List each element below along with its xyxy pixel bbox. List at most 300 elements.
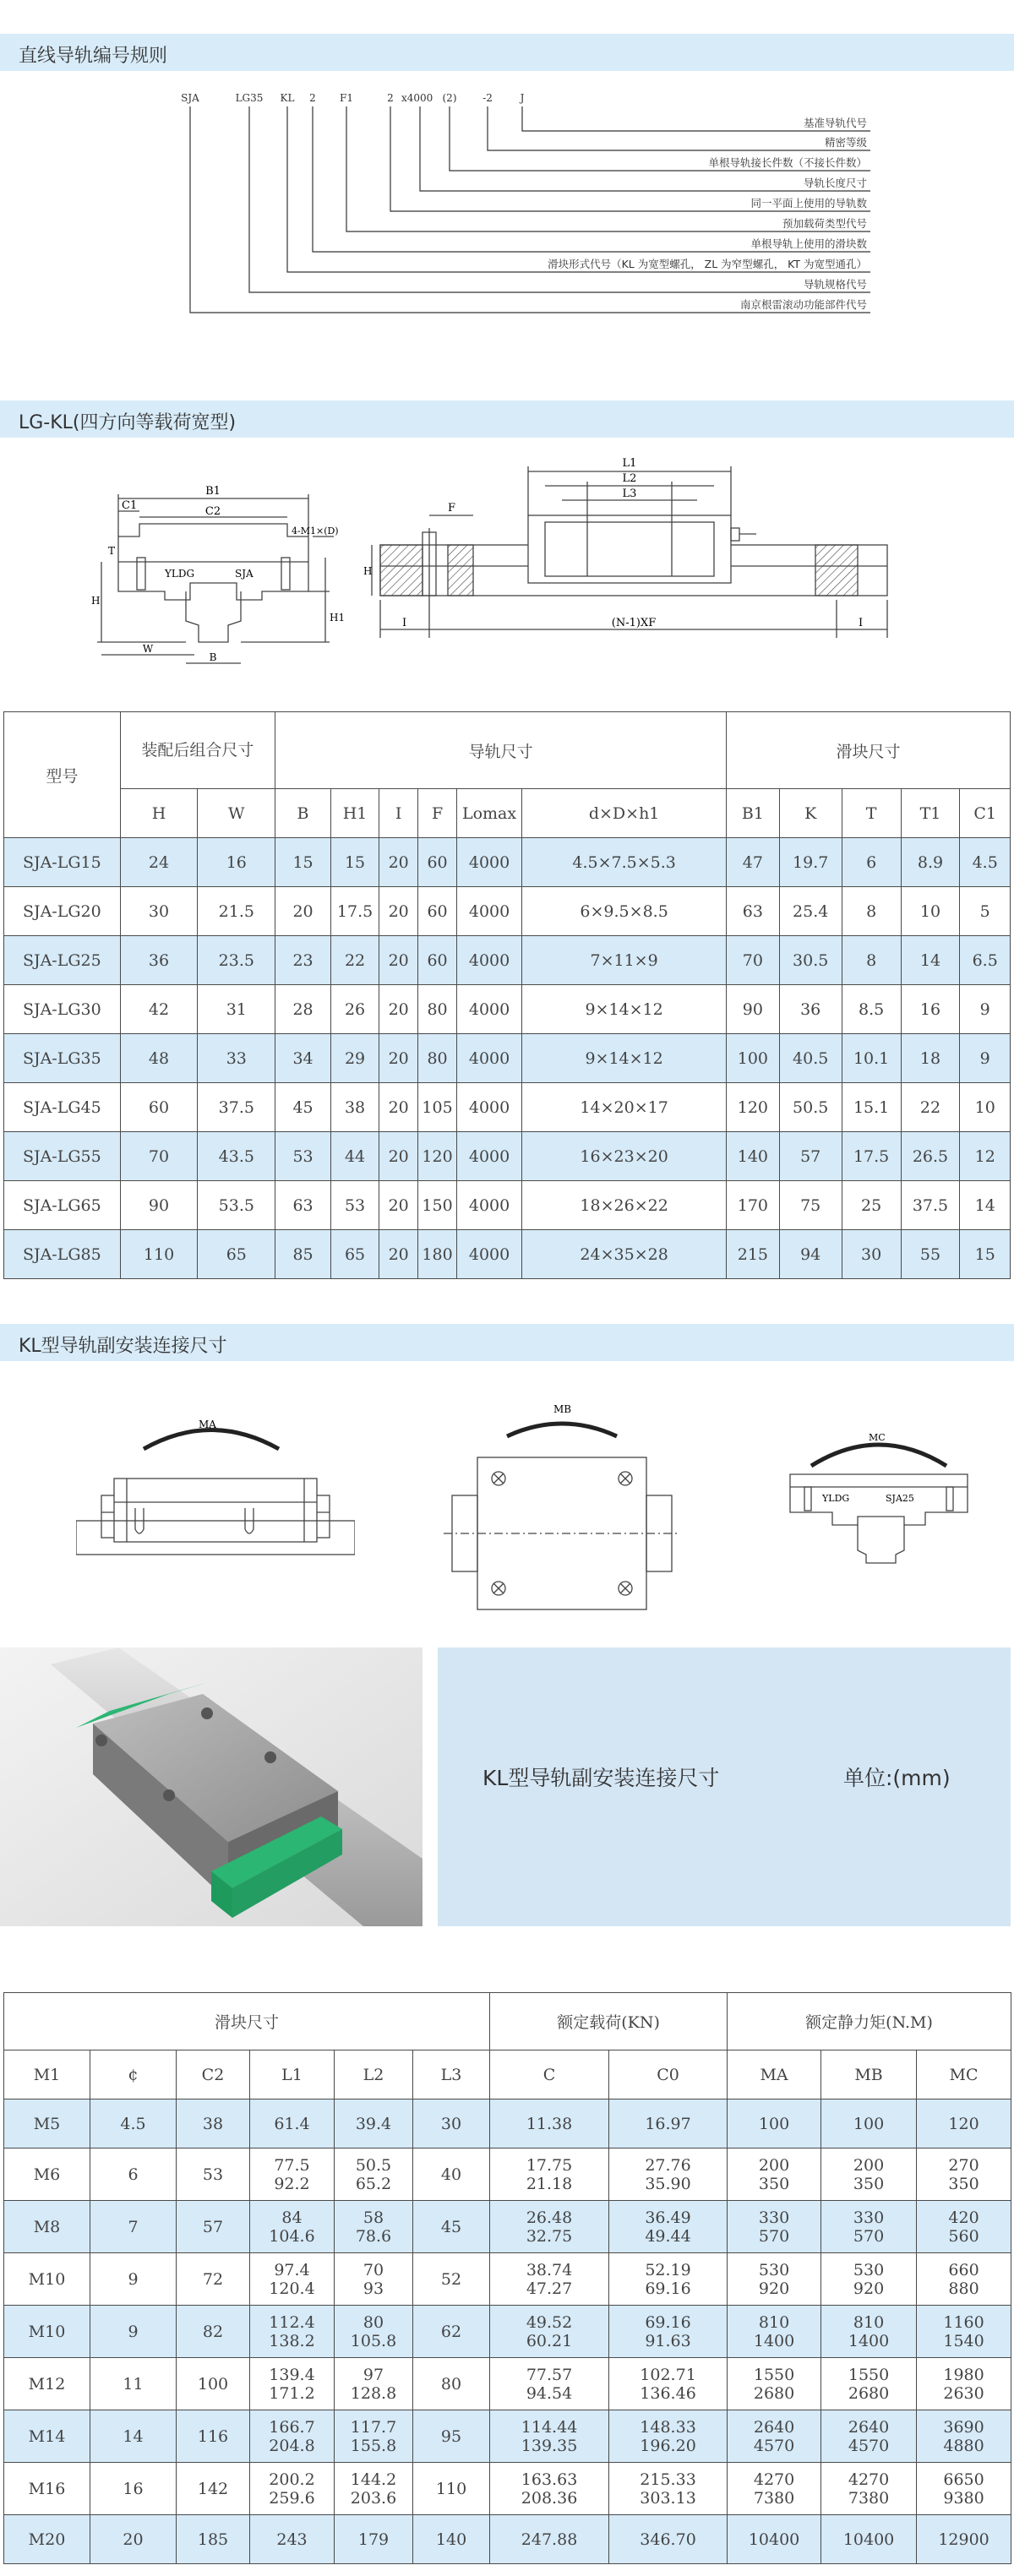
table-cell: 20 — [379, 838, 418, 887]
column-header: T — [842, 789, 901, 838]
dim-l1: L1 — [622, 457, 637, 470]
table-cell: 53 — [275, 1132, 331, 1181]
table-cell: 26 — [330, 985, 379, 1034]
table-cell: 15 — [275, 838, 331, 887]
table-cell: 62 — [413, 2306, 490, 2358]
table-cell: 45 — [413, 2201, 490, 2253]
header-rail: 导轨尺寸 — [275, 712, 727, 789]
table-cell: 2640 4570 — [728, 2410, 821, 2463]
table-cell: 530 920 — [821, 2253, 917, 2306]
table-row — [4, 2515, 1011, 2564]
dim-bolt: 4-M1×(D) — [292, 526, 339, 536]
dim-b1: B1 — [205, 485, 221, 498]
table-cell: 21.5 — [198, 887, 275, 936]
column-header: C1 — [960, 789, 1011, 838]
dim-h1: H1 — [330, 612, 346, 624]
table-cell: 810 1400 — [728, 2306, 821, 2358]
column-header: B1 — [727, 789, 780, 838]
caption-panel — [438, 1647, 1011, 1926]
table-cell: 1160 1540 — [917, 2306, 1011, 2358]
table-cell: 77.57 94.54 — [490, 2358, 609, 2410]
table-cell: 15.1 — [842, 1083, 901, 1132]
section-title: KL型导轨副安装连接尺寸 — [19, 1336, 227, 1357]
table-cell: 20 — [379, 1083, 418, 1132]
table-cell: 215.33 303.13 — [609, 2463, 728, 2515]
table-row — [4, 838, 1011, 887]
table-cell: M6 — [4, 2148, 90, 2201]
column-header: C — [490, 2050, 609, 2099]
table-cell: 8.9 — [901, 838, 960, 887]
table-cell: 100 — [728, 2099, 821, 2148]
table-cell: 16.97 — [609, 2099, 728, 2148]
table-cell: 4000 — [456, 1132, 521, 1181]
table-cell: 31 — [198, 985, 275, 1034]
code-part: LG35 — [235, 92, 264, 104]
column-header: I — [379, 789, 418, 838]
column-header: d×D×h1 — [522, 789, 727, 838]
cross-section-drawing — [68, 473, 372, 667]
table-cell: 28 — [275, 985, 331, 1034]
table-cell: 200 350 — [821, 2148, 917, 2201]
column-header: W — [198, 789, 275, 838]
table-cell: 97.4 120.4 — [250, 2253, 335, 2306]
column-header: MB — [821, 2050, 917, 2099]
table-cell: 4000 — [456, 1034, 521, 1083]
table-row — [4, 1034, 1011, 1083]
table-cell: 43.5 — [198, 1132, 275, 1181]
table-cell: 57 — [177, 2201, 250, 2253]
table-row — [4, 2410, 1011, 2463]
table-cell: 140 — [727, 1132, 780, 1181]
table-cell: 6.5 — [960, 936, 1011, 985]
table-cell: 60 — [418, 936, 457, 985]
table-cell: 63 — [727, 887, 780, 936]
table-cell: 94 — [779, 1230, 842, 1279]
table-cell: 42 — [120, 985, 198, 1034]
model-cell: SJA-LG25 — [4, 936, 121, 985]
table-cell: 22 — [901, 1083, 960, 1132]
table-cell: 163.63 208.36 — [490, 2463, 609, 2515]
table-cell: 17.5 — [842, 1132, 901, 1181]
table-cell: 8 — [842, 936, 901, 985]
table-cell: 4.5 — [90, 2099, 177, 2148]
table-cell: 6×9.5×8.5 — [522, 887, 727, 936]
table-cell: 60 — [418, 887, 457, 936]
table-cell: 4000 — [456, 936, 521, 985]
legend-label: 基准导轨代号 — [803, 117, 867, 129]
table-cell: 20 — [379, 985, 418, 1034]
table-cell: 5 — [960, 887, 1011, 936]
column-header: MC — [917, 2050, 1011, 2099]
table-cell: 9×14×12 — [522, 1034, 727, 1083]
table-cell: 16 — [198, 838, 275, 887]
table-cell: 100 — [821, 2099, 917, 2148]
table-cell: 24 — [120, 838, 198, 887]
brand-label-left: YLDG — [165, 568, 195, 580]
table-cell: 170 — [727, 1181, 780, 1230]
table-cell: 810 1400 — [821, 2306, 917, 2358]
table-cell: 4.5 — [960, 838, 1011, 887]
table-cell: 14 — [90, 2410, 177, 2463]
moment-ma-drawing — [76, 1402, 355, 1571]
table-cell: 20 — [379, 1230, 418, 1279]
table-cell: 85 — [275, 1230, 331, 1279]
code-part: (2) — [442, 92, 457, 104]
header-rated-load: 额定载荷(KN) — [490, 1993, 728, 2050]
table-cell: 120 — [917, 2099, 1011, 2148]
dim-span: (N-1)XF — [611, 617, 657, 629]
code-part: J — [520, 92, 525, 104]
table-cell: M12 — [4, 2358, 90, 2410]
table-cell: 58 78.6 — [335, 2201, 413, 2253]
load-moment-table — [3, 1992, 1011, 2564]
table-cell: 25.4 — [779, 887, 842, 936]
table-cell: 1550 2680 — [728, 2358, 821, 2410]
table-cell: 20 — [379, 936, 418, 985]
table-cell: 140 — [413, 2515, 490, 2564]
legend-label: 单根导轨上使用的滑块数 — [750, 237, 867, 250]
table-cell: 37.5 — [198, 1083, 275, 1132]
table-cell: 16 — [901, 985, 960, 1034]
dim-f: F — [448, 502, 456, 515]
model-cell: SJA-LG55 — [4, 1132, 121, 1181]
table-cell: 200.2 259.6 — [250, 2463, 335, 2515]
rail-spec-table — [3, 711, 1011, 1279]
table-cell: 20 — [379, 1181, 418, 1230]
code-part: x4000 — [401, 92, 433, 104]
table-cell: 1550 2680 — [821, 2358, 917, 2410]
table-cell: 12 — [960, 1132, 1011, 1181]
table-cell: 11 — [90, 2358, 177, 2410]
column-header: L2 — [335, 2050, 413, 2099]
table-cell: 420 560 — [917, 2201, 1011, 2253]
table-row — [4, 2148, 1011, 2201]
table-cell: 6650 9380 — [917, 2463, 1011, 2515]
model-cell: SJA-LG15 — [4, 838, 121, 887]
table-cell: 27.76 35.90 — [609, 2148, 728, 2201]
table-cell: 4.5×7.5×5.3 — [522, 838, 727, 887]
table-cell: 23 — [275, 936, 331, 985]
table-cell: 65 — [330, 1230, 379, 1279]
section-header-lgkl — [0, 400, 1014, 438]
table-cell: 36 — [120, 936, 198, 985]
table-cell: 53.5 — [198, 1181, 275, 1230]
column-header: H — [120, 789, 198, 838]
column-header: F — [418, 789, 457, 838]
table-cell: 72 — [177, 2253, 250, 2306]
table-cell: 15 — [960, 1230, 1011, 1279]
model-cell: SJA-LG65 — [4, 1181, 121, 1230]
table-cell: 20 — [275, 887, 331, 936]
table-cell: 39.4 — [335, 2099, 413, 2148]
table-cell: 346.70 — [609, 2515, 728, 2564]
table-cell: 33 — [198, 1034, 275, 1083]
column-header: ¢ — [90, 2050, 177, 2099]
table-row — [4, 2358, 1011, 2410]
column-header: C0 — [609, 2050, 728, 2099]
table-cell: 9 — [960, 985, 1011, 1034]
table-cell: 215 — [727, 1230, 780, 1279]
table-cell: 1980 2630 — [917, 2358, 1011, 2410]
table-cell: 70 — [120, 1132, 198, 1181]
code-part: SJA — [181, 92, 199, 104]
header-model: 型号 — [4, 712, 121, 838]
column-header: M1 — [4, 2050, 90, 2099]
table-cell: 166.7 204.8 — [250, 2410, 335, 2463]
table-cell: 15 — [330, 838, 379, 887]
column-header: L3 — [413, 2050, 490, 2099]
dim-i-left: I — [402, 617, 407, 629]
table-cell: 11.38 — [490, 2099, 609, 2148]
table-cell: 10400 — [821, 2515, 917, 2564]
table-row — [4, 887, 1011, 936]
table-cell: 330 570 — [821, 2201, 917, 2253]
model-cell: SJA-LG85 — [4, 1230, 121, 1279]
table-cell: 18 — [901, 1034, 960, 1083]
table-cell: 112.4 138.2 — [250, 2306, 335, 2358]
table-cell: 61.4 — [250, 2099, 335, 2148]
table-cell: 105 — [418, 1083, 457, 1132]
table-cell: 20 — [379, 1034, 418, 1083]
table-cell: 8.5 — [842, 985, 901, 1034]
table-cell: 247.88 — [490, 2515, 609, 2564]
table-cell: 4000 — [456, 985, 521, 1034]
table-cell: 38 — [330, 1083, 379, 1132]
column-header: H1 — [330, 789, 379, 838]
dim-c2: C2 — [204, 505, 221, 518]
table-cell: 80 — [418, 1034, 457, 1083]
table-row — [4, 1181, 1011, 1230]
table-cell: 22 — [330, 936, 379, 985]
table-cell: 17.5 — [330, 887, 379, 936]
table-cell: 14 — [960, 1181, 1011, 1230]
moment-mc-label: MC — [869, 1432, 886, 1443]
caption-title: KL型导轨副安装连接尺寸 — [482, 1766, 720, 1790]
dim-l3: L3 — [622, 487, 637, 500]
table-cell: 55 — [901, 1230, 960, 1279]
column-header: L1 — [250, 2050, 335, 2099]
table-cell: 7 — [90, 2201, 177, 2253]
table-cell: 75 — [779, 1181, 842, 1230]
model-cell: SJA-LG35 — [4, 1034, 121, 1083]
table-cell: 9 — [960, 1034, 1011, 1083]
section-header-numbering — [0, 34, 1014, 71]
header-static-moment: 额定静力矩(N.M) — [728, 1993, 1011, 2050]
table-cell: 65 — [198, 1230, 275, 1279]
table-cell: 49.52 60.21 — [490, 2306, 609, 2358]
table-cell: 50.5 — [779, 1083, 842, 1132]
table-cell: 53 — [177, 2148, 250, 2201]
legend-label: 滑块形式代号（KL 为宽型螺孔， ZL 为窄型螺孔， KT 为宽型通孔） — [548, 258, 867, 270]
table-cell: 120 — [418, 1132, 457, 1181]
legend-label: 预加载荷类型代号 — [782, 217, 867, 230]
table-cell: 38 — [177, 2099, 250, 2148]
table-cell: 9 — [90, 2253, 177, 2306]
dim-h-side: H — [363, 565, 373, 577]
table-cell: 44 — [330, 1132, 379, 1181]
table-cell: 139.4 171.2 — [250, 2358, 335, 2410]
table-cell: 80 — [418, 985, 457, 1034]
table-cell: 144.2 203.6 — [335, 2463, 413, 2515]
model-cell: SJA-LG20 — [4, 887, 121, 936]
section-title: LG-KL(四方向等载荷宽型) — [19, 412, 237, 433]
table-cell: 185 — [177, 2515, 250, 2564]
table-cell: 34 — [275, 1034, 331, 1083]
code-part: 2 — [309, 92, 316, 104]
table-cell: 9 — [90, 2306, 177, 2358]
dim-t: T — [108, 545, 116, 557]
model-label-small: SJA25 — [886, 1493, 914, 1504]
table-cell: 9×14×12 — [522, 985, 727, 1034]
table-cell: 57 — [779, 1132, 842, 1181]
table-cell: 36 — [779, 985, 842, 1034]
table-cell: 60 — [120, 1083, 198, 1132]
dim-l2: L2 — [622, 472, 637, 485]
table-cell: 30 — [120, 887, 198, 936]
table-cell: 117.7 155.8 — [335, 2410, 413, 2463]
table-cell: 4000 — [456, 1230, 521, 1279]
table-cell: 148.33 196.20 — [609, 2410, 728, 2463]
table-cell: 53 — [330, 1181, 379, 1230]
table-cell: 530 920 — [728, 2253, 821, 2306]
table-cell: 12900 — [917, 2515, 1011, 2564]
leader-line — [190, 106, 870, 313]
table-row — [4, 2201, 1011, 2253]
table-cell: 19.7 — [779, 838, 842, 887]
code-part: KL — [280, 92, 295, 104]
product-photo — [0, 1647, 422, 1926]
table-row — [4, 936, 1011, 985]
table-cell: 30 — [842, 1230, 901, 1279]
dim-b: B — [209, 651, 217, 663]
table-cell: 20 — [379, 1132, 418, 1181]
brand-label-small: YLDG — [822, 1493, 850, 1504]
dim-w: W — [142, 643, 154, 655]
legend-label: 导轨规格代号 — [803, 278, 867, 291]
table-cell: 36.49 49.44 — [609, 2201, 728, 2253]
leader-line — [313, 106, 870, 252]
table-cell: 84 104.6 — [250, 2201, 335, 2253]
table-cell: 110 — [413, 2463, 490, 2515]
table-cell: 200 350 — [728, 2148, 821, 2201]
table-cell: 4000 — [456, 1181, 521, 1230]
table-cell: 29 — [330, 1034, 379, 1083]
table-row — [4, 1230, 1011, 1279]
table-cell: 60 — [418, 838, 457, 887]
caption-unit: 单位:(mm) — [843, 1766, 951, 1790]
table-cell: 2640 4570 — [821, 2410, 917, 2463]
table-cell: 24×35×28 — [522, 1230, 727, 1279]
moment-mc-drawing — [777, 1407, 980, 1576]
table-cell: 16 — [90, 2463, 177, 2515]
table-cell: 10 — [960, 1083, 1011, 1132]
table-cell: 179 — [335, 2515, 413, 2564]
numbering-diagram — [0, 76, 1014, 389]
code-part: -2 — [482, 92, 493, 104]
side-elevation-drawing — [363, 448, 904, 667]
legend-label: 导轨长度尺寸 — [803, 177, 867, 189]
table-row — [4, 2306, 1011, 2358]
table-cell: 69.16 91.63 — [609, 2306, 728, 2358]
section-header-kl — [0, 1324, 1014, 1361]
table-cell: 10 — [901, 887, 960, 936]
header-assembled: 装配后组合尺寸 — [120, 712, 275, 789]
table-cell: 6 — [842, 838, 901, 887]
dim-c1: C1 — [122, 499, 138, 512]
table-cell: 63 — [275, 1181, 331, 1230]
table-cell: 95 — [413, 2410, 490, 2463]
table-cell: 6 — [90, 2148, 177, 2201]
moment-mb-drawing — [439, 1394, 684, 1614]
header-slider: 滑块尺寸 — [727, 712, 1011, 789]
table-cell: M10 — [4, 2306, 90, 2358]
table-cell: 77.5 92.2 — [250, 2148, 335, 2201]
table-cell: 14×20×17 — [522, 1083, 727, 1132]
table-cell: 18×26×22 — [522, 1181, 727, 1230]
table-cell: 4000 — [456, 838, 521, 887]
table-cell: M8 — [4, 2201, 90, 2253]
table-cell: M10 — [4, 2253, 90, 2306]
table-cell: 20 — [379, 887, 418, 936]
section-title: 直线导轨编号规则 — [19, 46, 168, 67]
legend-label: 精密等级 — [824, 136, 867, 149]
table-cell: 102.71 136.46 — [609, 2358, 728, 2410]
table-cell: 52.19 69.16 — [609, 2253, 728, 2306]
table-cell: 25 — [842, 1181, 901, 1230]
table-cell: 30.5 — [779, 936, 842, 985]
table-cell: M20 — [4, 2515, 90, 2564]
table-cell: 40.5 — [779, 1034, 842, 1083]
table-row — [4, 2463, 1011, 2515]
table-cell: 4000 — [456, 1083, 521, 1132]
table-cell: 90 — [727, 985, 780, 1034]
table-cell: 116 — [177, 2410, 250, 2463]
column-header: C2 — [177, 2050, 250, 2099]
table-cell: 45 — [275, 1083, 331, 1132]
table-cell: 70 93 — [335, 2253, 413, 2306]
table-cell: 48 — [120, 1034, 198, 1083]
table-cell: 3690 4880 — [917, 2410, 1011, 2463]
table-cell: 97 128.8 — [335, 2358, 413, 2410]
code-part: F1 — [340, 92, 353, 104]
table-cell: 270 350 — [917, 2148, 1011, 2201]
dim-h: H — [91, 595, 101, 607]
legend-label: 单根导轨接长件数（不接长件数） — [708, 156, 867, 169]
table-cell: 38.74 47.27 — [490, 2253, 609, 2306]
column-header: B — [275, 789, 331, 838]
table-cell: 17.75 21.18 — [490, 2148, 609, 2201]
table-cell: 4270 7380 — [728, 2463, 821, 2515]
table-cell: M16 — [4, 2463, 90, 2515]
table-cell: 180 — [418, 1230, 457, 1279]
table-cell: 110 — [120, 1230, 198, 1279]
table-cell: 30 — [413, 2099, 490, 2148]
table-cell: 37.5 — [901, 1181, 960, 1230]
table-row — [4, 2099, 1011, 2148]
header-slider-dims: 滑块尺寸 — [4, 1993, 490, 2050]
table-cell: 243 — [250, 2515, 335, 2564]
table-cell: 10.1 — [842, 1034, 901, 1083]
moment-mb-label: MB — [553, 1403, 572, 1415]
table-cell: 50.5 65.2 — [335, 2148, 413, 2201]
legend-label: 南京根雷滚动功能部件代号 — [739, 298, 867, 311]
table-cell: 26.48 32.75 — [490, 2201, 609, 2253]
table-cell: 120 — [727, 1083, 780, 1132]
legend-label: 同一平面上使用的导轨数 — [750, 197, 867, 210]
table-cell: 10400 — [728, 2515, 821, 2564]
table-cell: 70 — [727, 936, 780, 985]
table-cell: 150 — [418, 1181, 457, 1230]
